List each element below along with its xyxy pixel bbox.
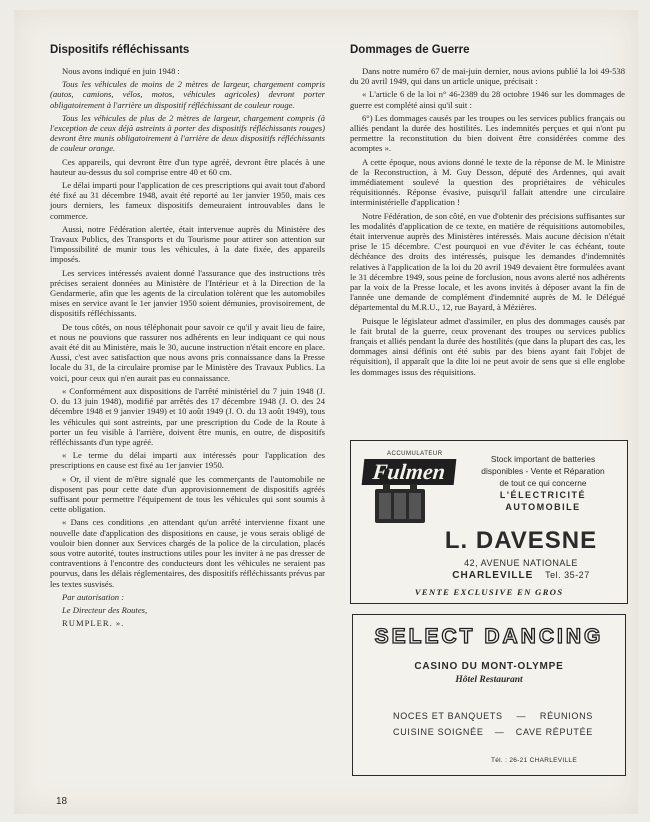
article-title: Dispositifs réfléchissants <box>50 44 190 56</box>
service: CUISINE SOIGNÉE <box>393 727 484 737</box>
paragraph: Tous les véhicules de moins de 2 mètres de largeur, chargement compris (autos, camions, vélos, motos, véhicules agricoles) devront porter obligatoirement à l'arrière un dispositif réfléchissant de couleur rouge. <box>50 79 325 110</box>
article-title: Dommages de Guerre <box>350 44 470 56</box>
ad-title: SELECT DANCING <box>374 625 604 648</box>
fulmen-logo <box>361 451 453 529</box>
merchant-address <box>411 557 631 582</box>
advertisement-select-dancing <box>352 614 626 776</box>
city-line <box>411 569 631 582</box>
services-line-2 <box>393 727 593 737</box>
service: CAVE RÉPUTÉE <box>515 727 593 737</box>
signature-line-1: Par autorisation : <box>62 591 125 602</box>
paragraph: Nous avons indiqué en juin 1948 : <box>62 66 180 76</box>
paragraph: A cette époque, nous avions donné le texte de la réponse de M. le Ministre de la Reconstruction, à M. Guy Desson, député des Ardennes, qui avait immédiatement soulevé la question des propriétaires de véhicules réquisitionnés. Réponse évasive, puisqu'il fallait attendre une circulaire interministérielle d'application ! <box>350 156 625 208</box>
advertisement-davesne <box>350 440 628 604</box>
paragraph: Notre Fédération, de son côté, en vue d'obtenir des précisions suffisantes sur les modalités d'application de ce texte, en matière de réquisitions automobiles, était intervenue auprès des Ministères intéressés. Mais aucune décision n'était prise le 15 décembre. C'est pourquoi en vue d'éviter le cas échéant, toute déchéance des droits des intéressés, puisque les demandes d'indemnités relatives à l'application de la loi du 20 avril 1949 devaient être formulées avant le 31 décembre 1949, sous peine de forclusion, nous avons alerté nos adhérents par la voix de la Presse locale, et les avons invités à déposer avant la fin de l'année une demande de complément d'indemnité auprès de M. le Délégué départemental du M.R.U., 12, rue Bayard, à Mézières. <box>350 210 625 313</box>
paragraph: Le délai imparti pour l'application de ces prescriptions qui avait tout d'abord été fixé au 31 décembre 1948, avait été reporté au 1er janvier 1950, mais ces jours derniers, les fameux dispositifs demeuraient introuvables dans le commerce. <box>50 180 325 221</box>
ad-description <box>463 453 623 513</box>
ad-subtitle-2: Hôtel Restaurant <box>455 675 523 685</box>
separator: — <box>494 727 505 737</box>
services-line-1 <box>393 711 593 721</box>
signature-name: RUMPLER. ». <box>62 618 125 629</box>
separator: — <box>516 711 527 721</box>
paragraph: Aussi, notre Fédération alertée, était intervenue auprès du Ministère des Travaux Publics, des Transports et du Tourisme pour attirer son attention sur l'impossibilité de munir tous les véhicules, à la date fixée, des appareils imposés. <box>50 223 325 265</box>
phone: Tel. 35-27 <box>545 570 590 580</box>
page-number: 18 <box>56 796 68 807</box>
ad-phone: Tél. : 26-21 CHARLEVILLE <box>491 757 577 764</box>
paragraph: 6°) Les dommages causés par les troupes ou les services publics français ou alliés pendant la durée des hostilités. Les indemnités perçues et qui n'ont pu permettre la reconstitution du bien doivent être considérées comme des acomptes ». <box>350 112 625 154</box>
desc-line: L'ÉLECTRICITÉ AUTOMOBILE <box>499 490 587 512</box>
brand-tagline: ACCUMULATEUR <box>387 451 443 457</box>
paragraph: Les services intéressés avaient donné l'assurance que des instructions très précises seraient données au Ministère de l'Intérieur et à la Direction de la Gendarmerie, afin que les agents de la circulation tolèrent que les automobiles mises en service avant le 1er janvier 1950 soient démunies, provisoirement, de dispositifs réfléchissants. <box>50 267 325 319</box>
paragraph: « Conformément aux dispositions de l'arrêté ministériel du 7 juin 1948 (J. O. du 13 juin 1948), modifié par arrêtés des 17 décembre 1948 (J. O. des 24 décembre 1948 et 9 janvier 1949) et 10 août 1949 (J. O. du 13 août 1949), tous les véhicules qui sont astreints, par une prescription du Code de la Route à porter un feu visible à l'arrière, doivent être munis, en outre, de dispositifs réfléchissants d'un type agréé. <box>50 385 325 447</box>
service: RÉUNIONS <box>539 711 593 721</box>
signature-line-2: Le Directeur des Routes, <box>62 604 148 615</box>
ad-subtitle: CASINO DU MONT-OLYMPE <box>414 661 564 672</box>
paragraph: « L'article 6 de la loi n° 46-2389 du 28 octobre 1946 sur les dommages de guerre est complété ainsi qu'il suit : <box>350 89 625 110</box>
desc-line: Stock important de batteries <box>490 454 596 464</box>
magazine-page <box>14 10 638 814</box>
paragraph: Dans notre numéro 67 de mai-juin dernier, nous avions publié la loi 49-538 du 20 avril 1949, qui dans un article unique, précisait : <box>350 66 625 87</box>
street: 42, AVENUE NATIONALE <box>464 558 578 568</box>
ad-tagline: VENTE EXCLUSIVE EN GROS <box>414 587 564 597</box>
desc-line: de tout ce qui concerne <box>499 478 587 488</box>
merchant-name: L. DAVESNE <box>444 527 598 554</box>
battery-icon <box>375 489 425 523</box>
paragraph: « Le terme du délai imparti aux intéressés pour l'application des prescriptions en cause est fixé au 1er janvier 1950. <box>50 450 325 471</box>
city: CHARLEVILLE <box>452 570 534 581</box>
brand-name: Fulmen <box>362 459 457 485</box>
desc-line: disponibles - Vente et Réparation <box>481 466 605 476</box>
paragraph: De tous côtés, on nous téléphonait pour savoir ce qu'il y avait lieu de faire, et nous ne pouvions que rassurer nos adhérents en leur indiquant ce qui nous avait été dit au Ministère, mais le 30, aucune instruction n'était encore en place. Aussi, c'est avec satisfaction que nous avons pris connaissance dans la Presse locale du 31, de la circulaire promise par le Ministère des Travaux Publics. La voici, pour ceux qui n'en aurait pas eu connaissance. <box>50 321 325 383</box>
paragraph: Tous les véhicules de plus de 2 mètres de largeur, chargement compris (à l'exception de ceux déjà astreints à porter des dispositifs réfléchissants rouges) devront être munis obligatoirement à l'arrière de deux dispositifs réfléchissants de couleur orange. <box>50 112 325 154</box>
article-body <box>350 66 625 380</box>
article-body <box>50 66 325 631</box>
paragraph: Puisque le législateur admet d'assimiler, en plus des dommages causés par le fait brutal de la guerre, ceux provenant des troupes ou services publics français et alliés pendant la durée des hostilités (que dans la plupart des cas, les dommages ainsi définis ont été subis par des biens ayant fait l'objet de réquisition), il apparaît que la dite loi ne peut avoir de sens que si elle englobe les dommages issus des réquisitions. <box>350 315 625 377</box>
paragraph: Ces appareils, qui devront être d'un type agréé, devront être placés à une hauteur au-dessus du sol comprise entre 40 et 60 cm. <box>50 156 325 177</box>
paragraph: « Dans ces conditions ,en attendant qu'un arrêté intervienne fixant une nouvelle date d'application des dispositions en cause, je vous serais obligé de vouloir bien donner aux Services chargés de la police de la circulation, placés sous votre autorité, toutes instructions utiles pour les inviter à ne pas dresser de contraventions à l'encontre des conducteurs dont les véhicules ne seraient pas pourvus, dans les délais réglementaires, des dispositifs réfléchissants prévus par les textes susvisés. <box>50 517 325 589</box>
paragraph: « Or, il vient de m'être signalé que les commerçants de l'automobile ne disposent pas pour cette date d'un approvisionnement de dispositifs agréés suffisant pour permettre l'équipement de tous les véhicules qui sont soumis à cette obligation. <box>50 473 325 515</box>
service: NOCES ET BANQUETS <box>393 711 503 721</box>
